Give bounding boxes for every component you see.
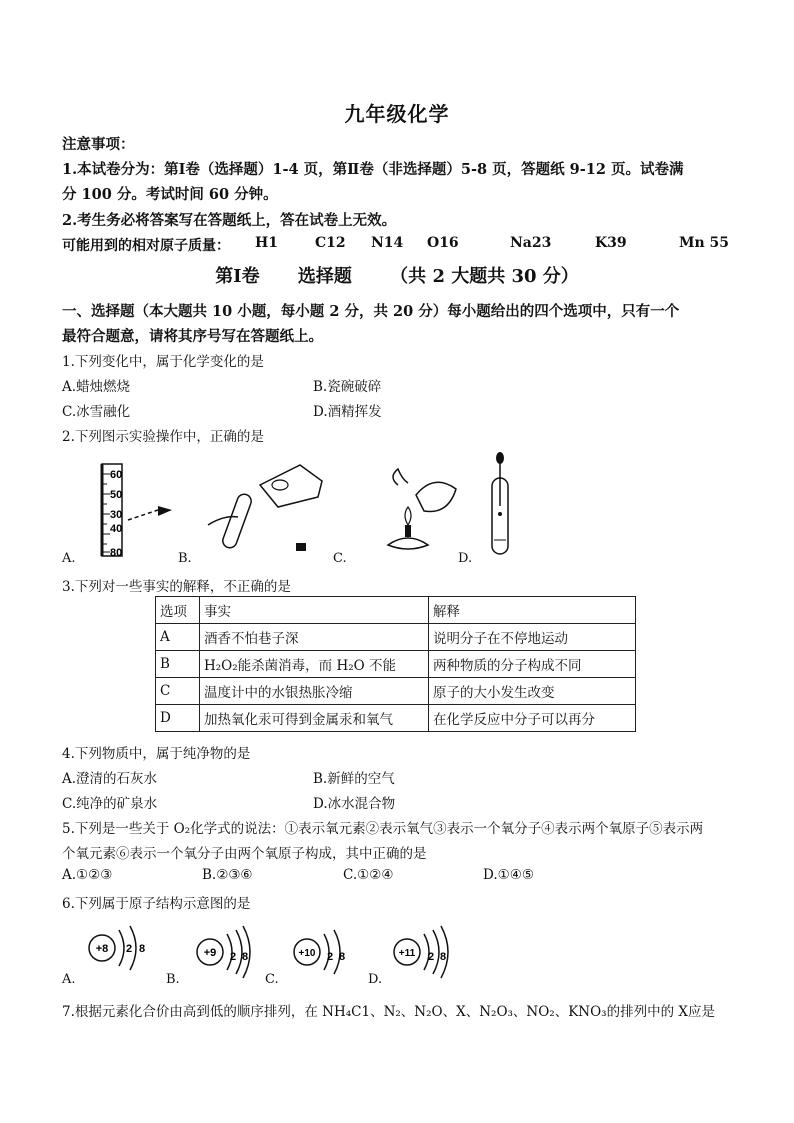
figure-a-cylinder-reading (80, 460, 180, 560)
question-2-stem: 2.下列图示实验操作中，正确的是 (62, 429, 264, 445)
question-4-option-d: D.冰水混合物 (313, 796, 396, 812)
tick-label-80: 80 (110, 547, 123, 559)
table-header-row (156, 597, 636, 624)
instructions-line-1: 一、选择题（本大题共 10 小题，每小题 2 分，共 20 分）每小题给出的四个选项中，只有一个 (62, 303, 680, 320)
shell-a-2-electrons: 8 (139, 943, 146, 955)
row-b-option: B (156, 651, 200, 678)
lamp-bottom-flame (405, 507, 411, 525)
question-2-option-b: B. (178, 551, 192, 566)
sight-line (128, 510, 158, 520)
notice-heading: 注意事项： (62, 136, 135, 153)
question-2-option-a: A. (62, 551, 76, 566)
section-heading (0, 262, 794, 288)
atomic-mass-k: K39 (595, 235, 627, 251)
question-1-option-d: D.酒精挥发 (313, 404, 382, 420)
notice-item-2: 2.考生务必将答案写在答题纸上，答在试卷上无效。 (62, 212, 397, 229)
drop (498, 512, 502, 516)
nucleus-c-charge: +10 (298, 948, 316, 959)
row-c-option: C (156, 678, 200, 705)
question-4-option-c: C.纯净的矿泉水 (62, 796, 158, 812)
reagent-bottle (260, 465, 322, 507)
question-5-stem-line-1: 5.下列是一些关于 O₂化学式的说法：①表示氧元素②表示氧气③表示一个氧分子④表示两个氧原子⑤表示两 (62, 821, 704, 837)
atomic-mass-na: Na23 (510, 235, 552, 251)
notice-item-1-line-1: 1.本试卷分为：第Ⅰ卷（选择题）1-4 页，第Ⅱ卷（非选择题）5-8 页，答题纸 9-12 页。试卷满 (62, 161, 684, 178)
question-5-option-a: A.①②③ (62, 867, 113, 883)
table-row (156, 624, 636, 651)
shell-b-2-electrons: 8 (242, 951, 249, 963)
question-1-stem: 1.下列变化中，属于化学变化的是 (62, 354, 264, 370)
shell-b-1-electrons: 2 (230, 951, 237, 963)
question-1-option-c: C.冰雪融化 (62, 404, 131, 420)
table-row (156, 705, 636, 732)
shell-a-1-electrons: 2 (126, 943, 133, 955)
question-2-option-d: D. (458, 551, 473, 566)
nucleus-d-charge: +11 (398, 948, 416, 959)
figure-b-pouring-liquid (200, 455, 330, 560)
lamp-bottom-wick (405, 525, 411, 537)
section-name: 选择题 (297, 266, 352, 287)
section-part: 第Ⅰ卷 (215, 266, 260, 287)
atomic-mass-mn: Mn 55 (679, 235, 730, 251)
question-2-option-c: C. (333, 551, 347, 566)
shell-c-1-electrons: 2 (327, 951, 334, 963)
question-5-option-c: C.①②④ (343, 867, 394, 883)
atomic-mass-c: C12 (315, 235, 346, 251)
atom-diagram-d (394, 926, 448, 978)
lamp-tilted-flame (393, 469, 408, 485)
shell-c-2-electrons: 8 (339, 951, 346, 963)
row-b-explanation: 两种物质的分子构成不同 (429, 651, 636, 678)
question-4-option-a: A.澄清的石灰水 (62, 771, 158, 787)
row-a-explanation: 说明分子在不停地运动 (429, 624, 636, 651)
question-5-option-d: D.①④⑤ (483, 867, 534, 883)
row-b-fact: H₂O₂能杀菌消毒，而 H₂O 不能 (200, 651, 429, 678)
lamp-tilted (416, 482, 456, 511)
dropper-bulb (496, 452, 504, 464)
question-6-option-d: D. (368, 972, 383, 987)
question-6-option-a: A. (62, 972, 76, 987)
row-d-explanation: 在化学反应中分子可以再分 (429, 705, 636, 732)
row-d-option: D (156, 705, 200, 732)
row-a-fact: 酒香不怕巷子深 (200, 624, 429, 651)
atom-diagram-b (197, 926, 250, 978)
question-4-stem: 4.下列物质中，属于纯净物的是 (62, 746, 251, 762)
header-option: 选项 (156, 597, 200, 624)
question-3-stem: 3.下列对一些事实的解释，不正确的是 (62, 579, 291, 595)
instructions-line-2: 最符合题意，请将其序号写在答题纸上。 (62, 328, 323, 345)
question-5-option-b: B.②③⑥ (202, 867, 253, 883)
row-c-explanation: 原子的大小发生改变 (429, 678, 636, 705)
question-1-option-a: A.蜡烛燃烧 (62, 379, 131, 395)
question-6-stem: 6.下列属于原子结构示意图的是 (62, 896, 251, 912)
nucleus-b-charge: +9 (203, 947, 217, 959)
page-title: 九年级化学 (344, 102, 450, 126)
table-row (156, 678, 636, 705)
question-7-stem: 7.根据元素化合价由高到低的顺序排列，在 NH₄C1、N₂、N₂O、X、N₂O₃、NO₂、KNO₃的排列中的 X应是 (62, 1004, 715, 1020)
tick-label-60: 60 (110, 469, 123, 481)
row-c-fact: 温度计中的水银热胀冷缩 (200, 678, 429, 705)
section-count: （共 2 大题共 30 分） (390, 266, 579, 287)
eye-icon (158, 506, 172, 516)
bottle-hand (272, 480, 288, 490)
test-tube (221, 492, 253, 549)
notice-item-1-line-2: 分 100 分。考试时间 60 分钟。 (62, 186, 278, 203)
row-a-option: A (156, 624, 200, 651)
nucleus-a-charge: +8 (95, 943, 109, 955)
atomic-masses-label: 可能用到的相对原子质量： (62, 238, 230, 254)
tick-label-50: 50 (110, 489, 123, 501)
atomic-mass-h: H1 (255, 235, 278, 251)
shell-a-1 (119, 930, 124, 966)
header-explanation: 解释 (429, 597, 636, 624)
bottle-stopper (296, 543, 306, 551)
question-4-option-b: B.新鲜的空气 (313, 771, 395, 787)
lamp-bottom (388, 538, 428, 549)
question-5-stem-line-2: 个氧元素⑥表示一个氧分子由两个氧原子构成，其中正确的是 (62, 846, 427, 862)
tick-label-30: 30 (110, 509, 123, 521)
shell-d-1-electrons: 2 (428, 951, 435, 963)
figure-d-dropper (480, 450, 520, 560)
holding-hand (208, 517, 238, 525)
tick-label-40: 40 (110, 523, 123, 535)
atomic-mass-n: N14 (371, 235, 404, 251)
question-6-option-b: B. (166, 972, 180, 987)
atom-diagram-a (89, 926, 145, 970)
table-row (156, 651, 636, 678)
row-d-fact: 加热氧化汞可得到金属汞和氧气 (200, 705, 429, 732)
question-1-option-b: B.瓷碗破碎 (313, 379, 382, 395)
figure-c-alcohol-lamps (368, 455, 468, 560)
question-3-table (155, 596, 636, 732)
shell-d-2-electrons: 8 (440, 951, 447, 963)
question-6-option-c: C. (265, 972, 279, 987)
atom-diagram-c (294, 930, 345, 974)
atomic-mass-o: O16 (427, 235, 459, 251)
header-fact: 事实 (200, 597, 429, 624)
